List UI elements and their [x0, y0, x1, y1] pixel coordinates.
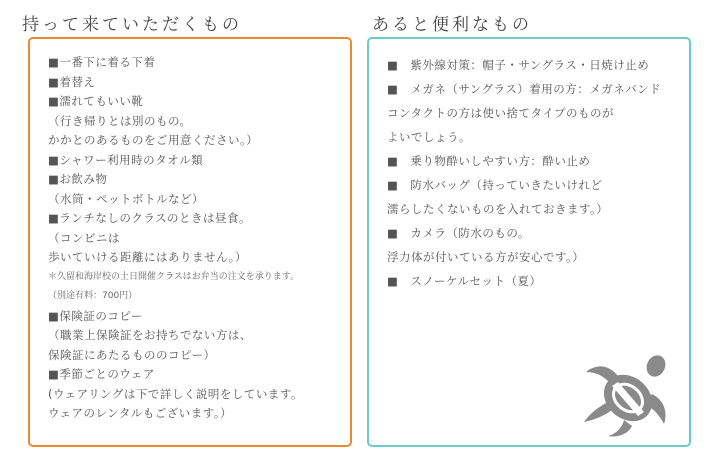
required-item-line: ■シャワー利用時のタオル類	[48, 152, 204, 167]
useful-item-line: ■ 防水バッグ（持っていきたいけれど	[387, 178, 603, 192]
turtle-icon	[578, 350, 673, 440]
required-item-line: ■保険証のコピー	[48, 308, 143, 323]
note-line: ＊久留和海岸校の土日開催クラスはお弁当の注文を承ります。	[48, 271, 300, 282]
useful-item-line: コンタクトの方は使い捨てタイプのものが	[387, 106, 614, 120]
required-items-panel	[28, 37, 352, 447]
left-section-title: 持って来ていただくもの	[22, 15, 242, 35]
required-item-line: かかとのあるものをご用意ください。）	[48, 133, 259, 147]
required-item-line: ■季節ごとのウェア	[48, 367, 155, 381]
required-item-line: 保険証にあたるもののコピー）	[48, 347, 216, 362]
useful-item-line: ■ カメラ（防水のもの。	[387, 226, 530, 240]
required-item-line: （コンビニは	[48, 230, 120, 245]
required-item-line: （水筒・ペットボトルなど）	[48, 191, 204, 206]
required-item-line: (ウェアリングは下で詳しく説明をしています。	[48, 386, 303, 401]
required-items-list	[48, 53, 352, 424]
useful-items-list	[387, 53, 689, 293]
required-item-line: 歩いていける距離にはありません。）	[48, 250, 247, 264]
required-item-line: ■濡れてもいい靴	[48, 94, 144, 108]
required-item-line: ウェアのレンタルもございます。）	[48, 406, 233, 420]
required-item-line: （職業上保険証をお持ちでない方は、	[48, 328, 252, 342]
useful-item-line: ■ 紫外線対策：帽子・サングラス・日焼け止め	[387, 58, 650, 72]
useful-item-line: ■ 乗り物酔いしやすい方：酔い止め	[387, 154, 591, 168]
useful-item-line: ■ メガネ（サングラス）着用の方：メガネバンド	[387, 82, 662, 96]
required-item-line: ■着替え	[48, 74, 96, 89]
note-line: （別途有料：700円）	[48, 291, 138, 301]
useful-item-line: よいでしょう。	[387, 130, 471, 144]
required-item-line: ■一番下に着る下着	[48, 55, 156, 69]
useful-item-line: 浮力体が付いている方が安心です。）	[387, 250, 585, 264]
required-item-line: （行き帰りとは別のもの。	[48, 113, 192, 128]
required-item-line: ■お飲み物	[48, 172, 108, 186]
right-section-title: あると便利なもの	[372, 15, 532, 35]
required-item-line: ■ランチなしのクラスのときは昼食。	[48, 211, 252, 225]
useful-item-line: ■ スノーケルセット（夏）	[387, 274, 542, 288]
useful-item-line: 濡らしたくないものを入れておきます。）	[387, 202, 609, 216]
